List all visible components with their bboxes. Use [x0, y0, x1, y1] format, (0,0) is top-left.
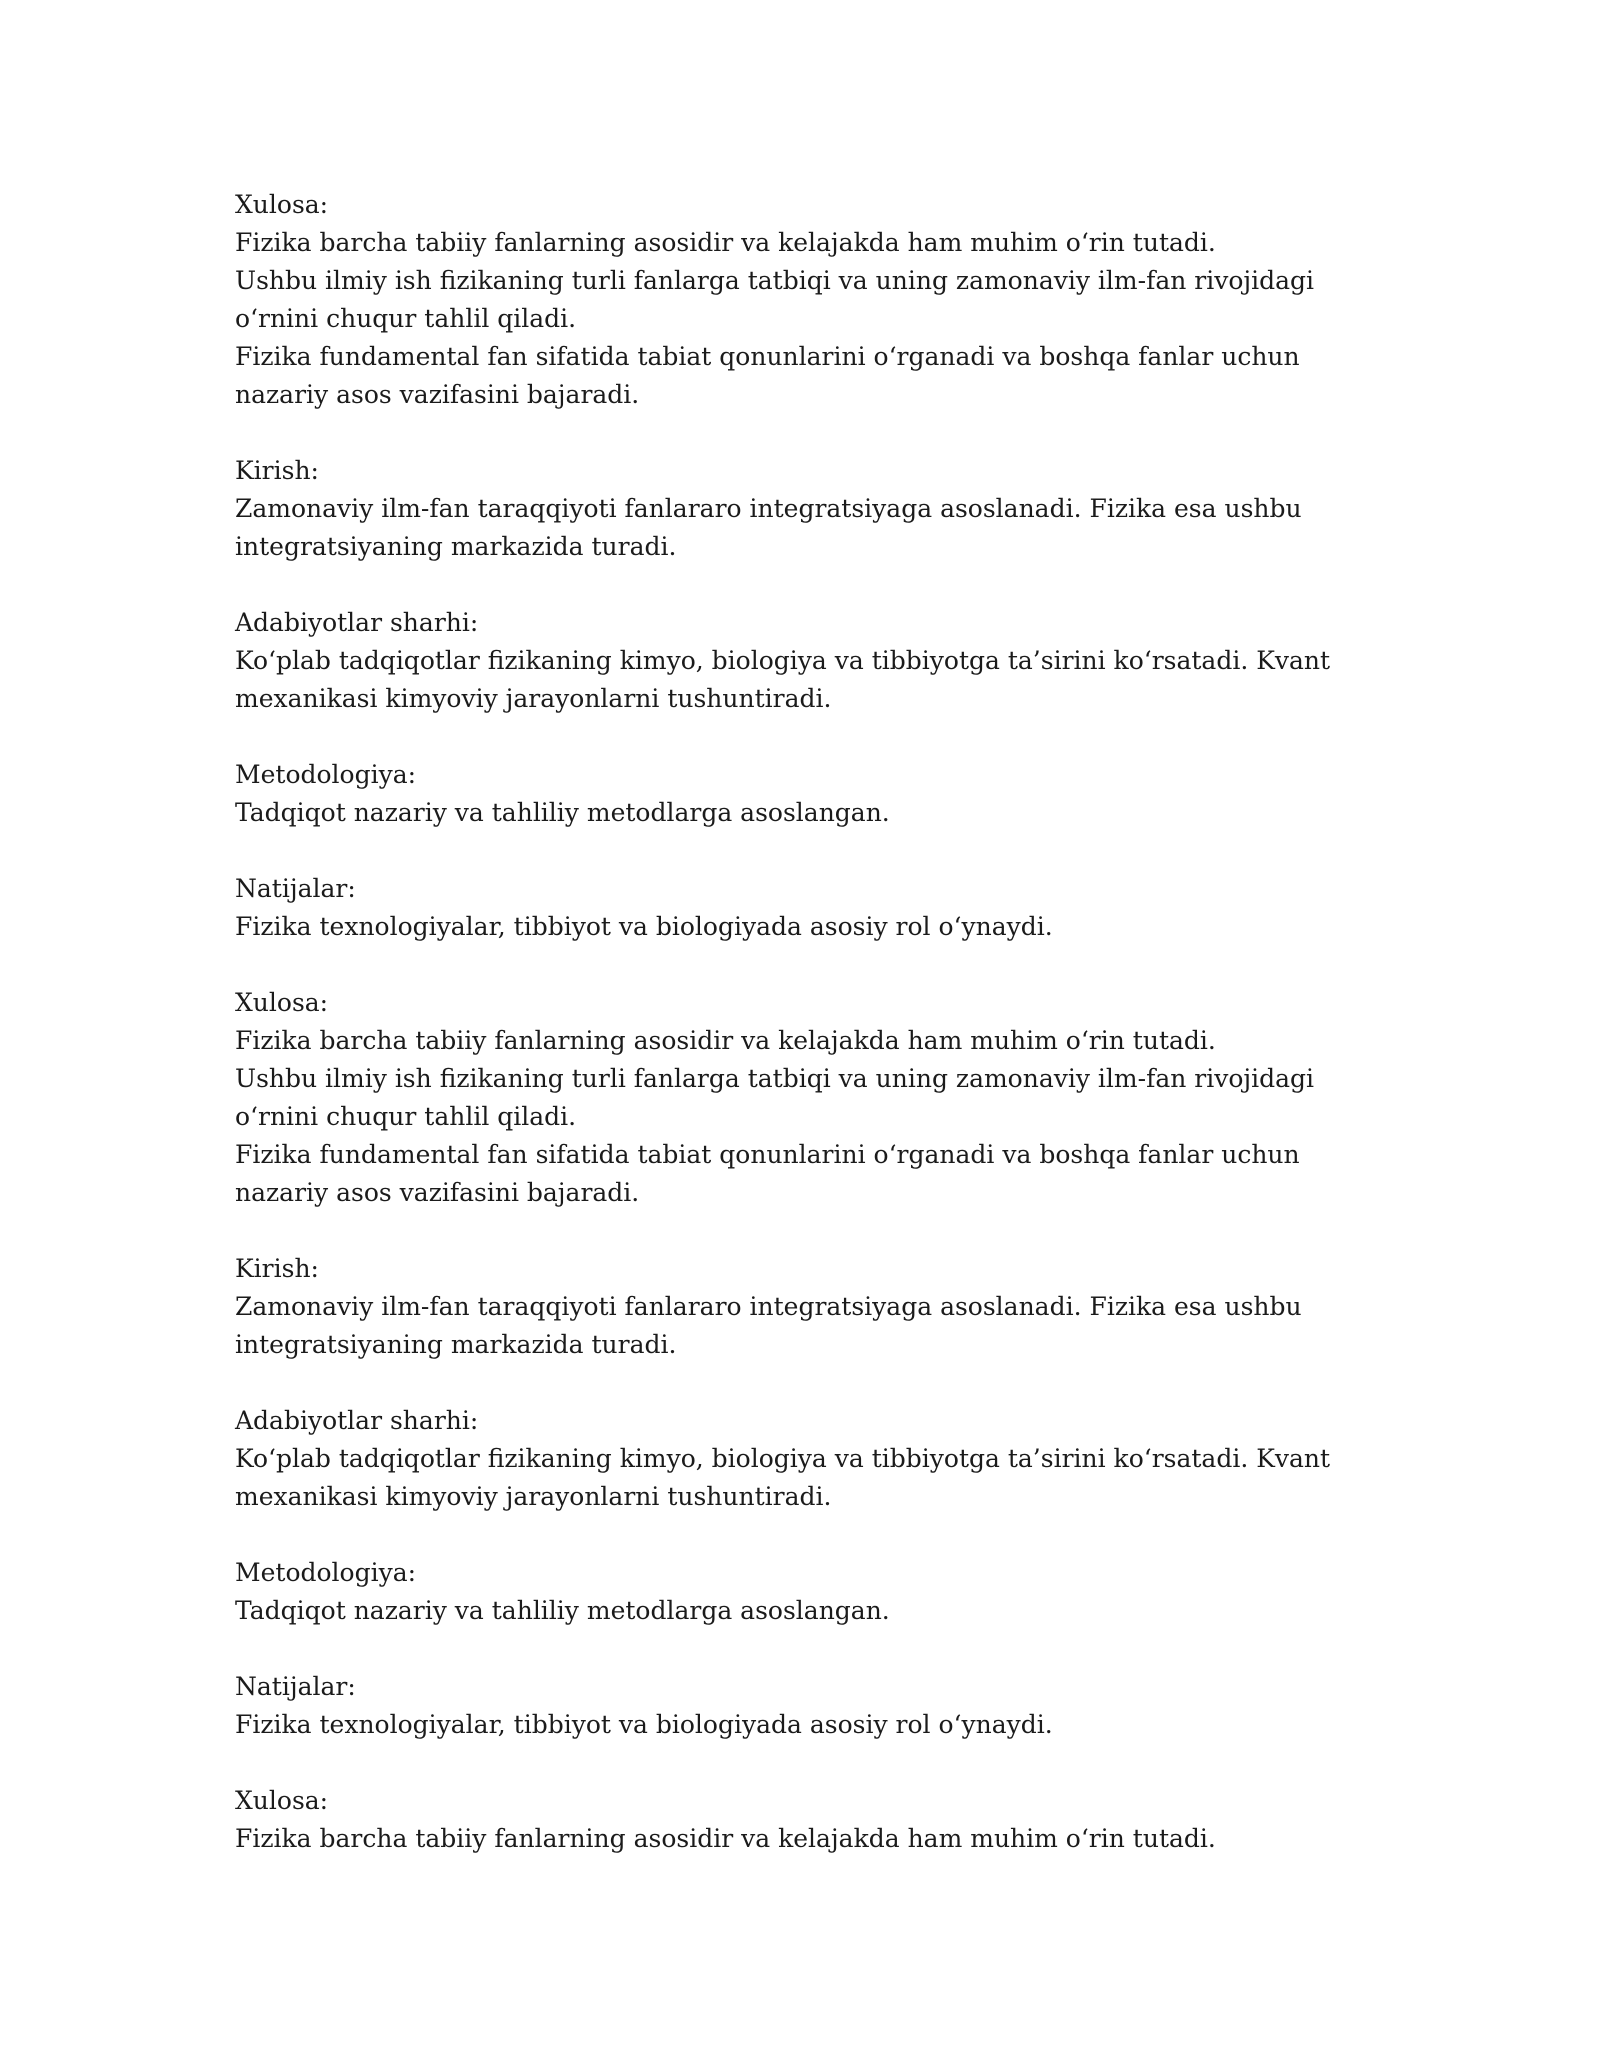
paragraph-line: Fizika fundamental fan sifatida tabiat qonunlarini o‘rganadi va boshqa fanlar uchun nazariy asos vazifasini bajaradi. [235, 342, 1300, 409]
paragraph-line: Tadqiqot nazariy va tahliliy metodlarga asoslangan. [235, 798, 890, 827]
paragraph-line: Fizika barcha tabiiy fanlarning asosidir va kelajakda ham muhim o‘rin tutadi. [235, 1026, 1216, 1055]
section-heading: Adabiyotlar sharhi: [235, 608, 479, 637]
section-metodologiya [235, 1554, 1365, 1630]
section-xulosa [235, 1782, 1365, 1858]
paragraph-line: Fizika barcha tabiiy fanlarning asosidir va kelajakda ham muhim o‘rin tutadi. [235, 1824, 1216, 1853]
section-heading: Natijalar: [235, 1672, 356, 1701]
section-heading: Xulosa: [235, 1786, 329, 1815]
paragraph-line: Zamonaviy ilm-fan taraqqiyoti fanlararo integratsiyaga asoslanadi. Fizika esa ushbu integratsiyaning markazida turadi. [235, 1292, 1302, 1359]
section-adabiyotlar-sharhi [235, 1402, 1365, 1516]
section-heading: Kirish: [235, 1254, 319, 1283]
paragraph-line: Ko‘plab tadqiqotlar fizikaning kimyo, biologiya va tibbiyotga ta’sirini ko‘rsatadi. Kvant mexanikasi kimyoviy jarayonlarni tushuntiradi. [235, 646, 1331, 713]
section-heading: Natijalar: [235, 874, 356, 903]
section-xulosa [235, 186, 1365, 414]
paragraph-line: Fizika barcha tabiiy fanlarning asosidir va kelajakda ham muhim o‘rin tutadi. [235, 228, 1216, 257]
section-heading: Kirish: [235, 456, 319, 485]
paragraph-line: Ushbu ilmiy ish fizikaning turli fanlarga tatbiqi va uning zamonaviy ilm-fan rivojidagi o‘rnini chuqur tahlil qiladi. [235, 1064, 1315, 1131]
paragraph-line: Fizika fundamental fan sifatida tabiat qonunlarini o‘rganadi va boshqa fanlar uchun nazariy asos vazifasini bajaradi. [235, 1140, 1300, 1207]
section-kirish [235, 1250, 1365, 1364]
paragraph-line: Zamonaviy ilm-fan taraqqiyoti fanlararo integratsiyaga asoslanadi. Fizika esa ushbu integratsiyaning markazida turadi. [235, 494, 1302, 561]
section-heading: Metodologiya: [235, 760, 417, 789]
section-heading: Xulosa: [235, 988, 329, 1017]
section-heading: Xulosa: [235, 190, 329, 219]
document-page [235, 186, 1365, 1896]
section-xulosa [235, 984, 1365, 1212]
section-natijalar [235, 1668, 1365, 1744]
paragraph-line: Ushbu ilmiy ish fizikaning turli fanlarga tatbiqi va uning zamonaviy ilm-fan rivojidagi o‘rnini chuqur tahlil qiladi. [235, 266, 1315, 333]
paragraph-line: Tadqiqot nazariy va tahliliy metodlarga asoslangan. [235, 1596, 890, 1625]
paragraph-line: Ko‘plab tadqiqotlar fizikaning kimyo, biologiya va tibbiyotga ta’sirini ko‘rsatadi. Kvant mexanikasi kimyoviy jarayonlarni tushuntiradi. [235, 1444, 1331, 1511]
paragraph-line: Fizika texnologiyalar, tibbiyot va biologiyada asosiy rol o‘ynaydi. [235, 912, 1053, 941]
section-natijalar [235, 870, 1365, 946]
section-heading: Adabiyotlar sharhi: [235, 1406, 479, 1435]
paragraph-line: Fizika texnologiyalar, tibbiyot va biologiyada asosiy rol o‘ynaydi. [235, 1710, 1053, 1739]
section-kirish [235, 452, 1365, 566]
section-adabiyotlar-sharhi [235, 604, 1365, 718]
section-heading: Metodologiya: [235, 1558, 417, 1587]
section-metodologiya [235, 756, 1365, 832]
